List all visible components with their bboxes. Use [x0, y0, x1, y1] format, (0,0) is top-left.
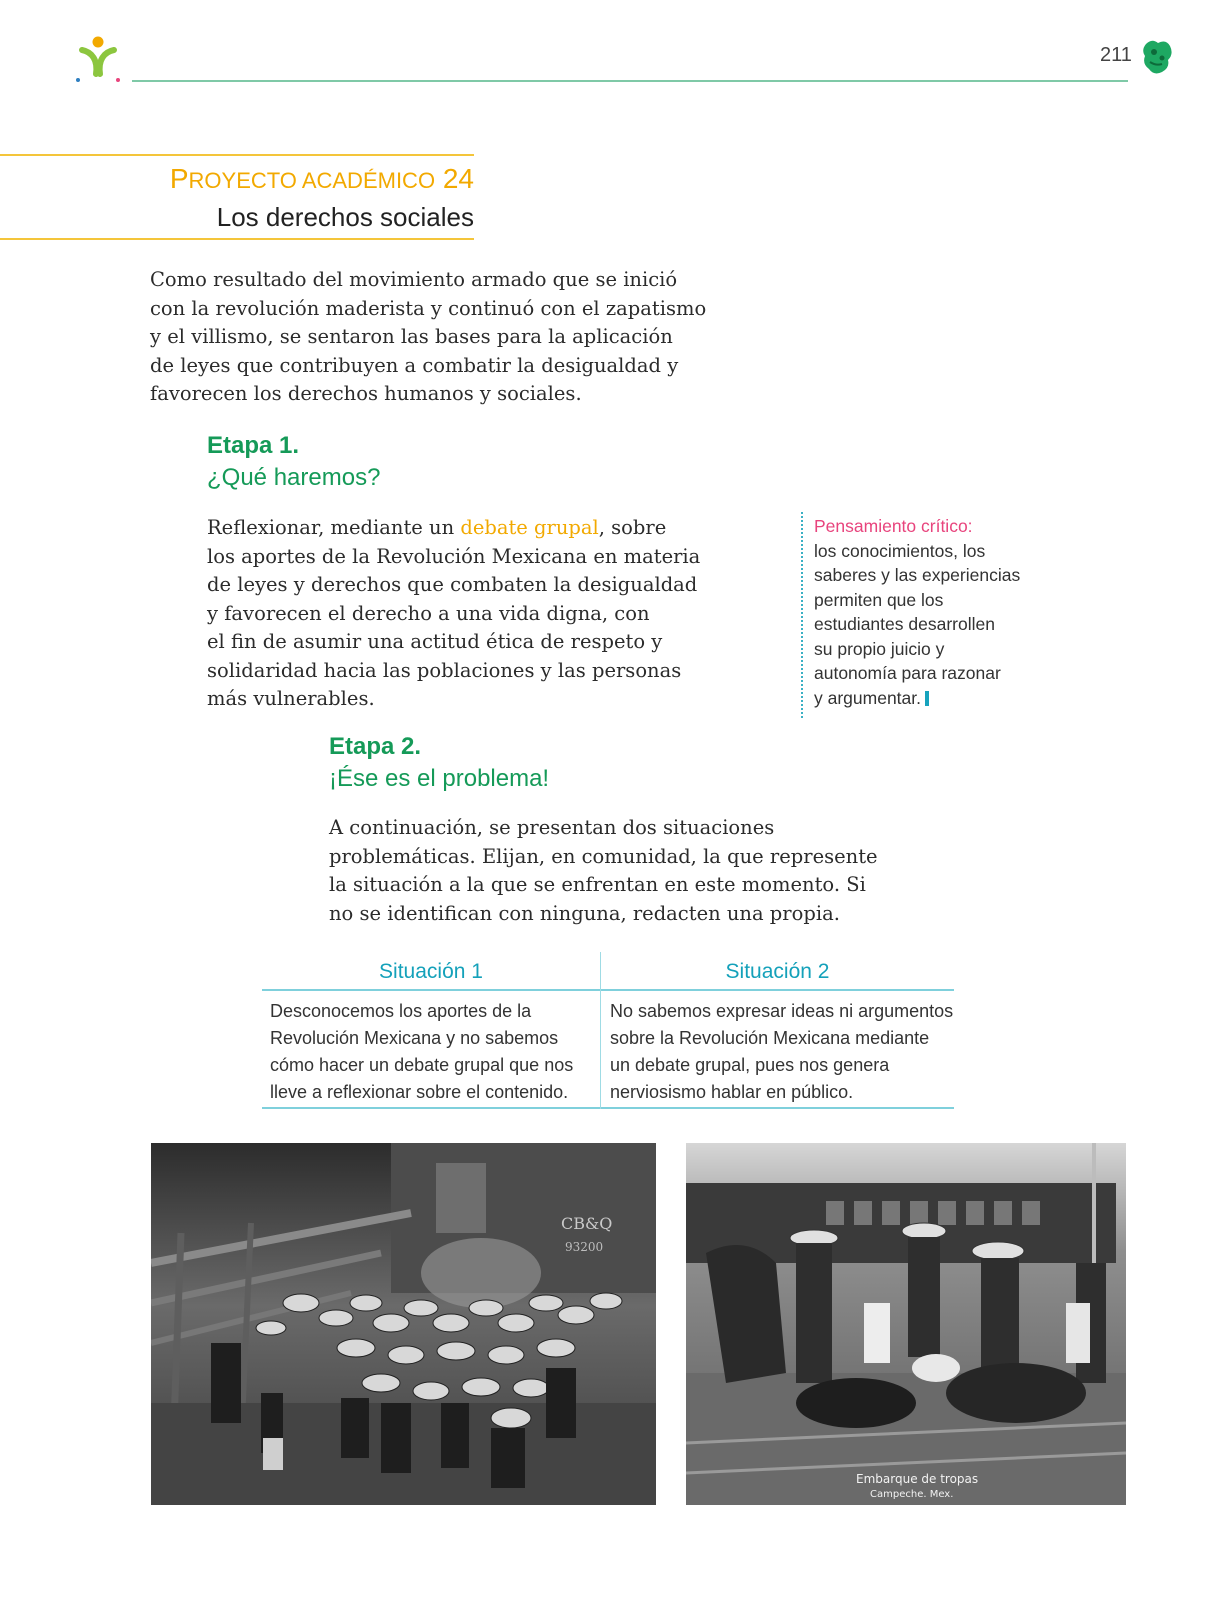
stage1-line-start: Reflexionar, mediante un [207, 516, 461, 539]
stage1-line: de leyes y derechos que combaten la desigualdad [207, 573, 698, 596]
boxcar-lettering: CB&Q [561, 1214, 613, 1233]
stage2-line: la situación a la que se enfrentan en este momento. Si [329, 873, 866, 896]
situation1-line: Revolución Mexicana y no sabemos [270, 1028, 559, 1048]
stage1-line: los aportes de la Revolución Mexicana en materia [207, 544, 701, 568]
sidebar-last-text: y argumentar. [814, 687, 921, 708]
end-mark-icon [925, 691, 929, 706]
situation2-line: sobre la Revolución Mexicana mediante [610, 1028, 930, 1048]
situation2-text [610, 998, 953, 1106]
project-label-rest: ROYECTO ACADÉMICO [188, 168, 436, 193]
sidebar-line [814, 686, 1020, 711]
photo-caption-line2: Campeche. Mex. [870, 1489, 954, 1500]
stage1-heading: Etapa 1. [207, 432, 300, 459]
heading-rule-bottom [0, 238, 474, 240]
project-number: 24 [442, 163, 474, 194]
sidebar-line: estudiantes desarrollen [814, 614, 995, 634]
sidebar-line: permiten que los [814, 589, 944, 610]
situation1-line: lleve a reflexionar sobre el contenido. [270, 1082, 569, 1102]
stage2-heading: Etapa 2. [329, 733, 422, 760]
troop-embarkation-photo [686, 1143, 1126, 1505]
photo-caption-line1: Embarque de tropas [856, 1472, 979, 1486]
stage2-paragraph [329, 814, 878, 928]
intro-line: con la revolución maderista y continuó con el zapatismo [150, 296, 707, 320]
sidebar-rule [801, 512, 803, 718]
stage2-line: problemáticas. Elijan, en comunidad, la que represente [329, 844, 878, 868]
page-number: 211 [1100, 44, 1132, 66]
project-label [170, 163, 474, 195]
table-rule-bottom [262, 1107, 954, 1109]
sidebar-title: Pensamiento crítico: [814, 516, 973, 536]
logo-icon [72, 34, 124, 86]
stage1-paragraph [207, 514, 700, 714]
critical-thinking-sidebar [814, 514, 1020, 710]
debate-grupal-highlight: debate grupal [460, 516, 599, 539]
project-label-initial: P [169, 163, 189, 194]
stage1-question: ¿Qué haremos? [207, 464, 381, 491]
stage2-line: no se identifican con ninguna, redacten una propia. [329, 901, 840, 925]
stage1-line: el fin de asumir una actitud ética de respeto y [207, 630, 663, 653]
situations-table [262, 952, 954, 1108]
sidebar-line: los conocimientos, los [814, 540, 986, 561]
situation1-line: Desconocemos los aportes de la [270, 1001, 532, 1021]
intro-line: y el villismo, se sentaron las bases para la aplicación [150, 325, 673, 348]
intro-paragraph [150, 266, 706, 409]
stage1-line: solidaridad hacia las poblaciones y las personas [207, 658, 682, 682]
project-title: Los derechos sociales [216, 202, 474, 232]
heading-rule-top [0, 154, 474, 156]
situation2-line: un debate grupal, pues nos genera [610, 1055, 890, 1075]
stage1-line [207, 514, 700, 543]
situation2-line: No sabemos expresar ideas ni argumentos [610, 1001, 954, 1021]
table-rule-top [262, 989, 954, 991]
sidebar-line: su propio juicio y [814, 638, 945, 659]
sidebar-line: saberes y las experiencias [814, 565, 1021, 585]
jaguar-glyph-icon [1140, 38, 1174, 76]
sidebar-line: autonomía para razonar [814, 663, 1001, 683]
stage2-line: A continuación, se presentan dos situaciones [329, 816, 775, 839]
situation2-heading: Situación 2 [725, 960, 830, 983]
header-rule [132, 80, 1128, 82]
situation1-line: cómo hacer un debate grupal que nos [270, 1055, 574, 1075]
intro-line: favorecen los derechos humanos y sociales. [150, 382, 582, 405]
intro-line: de leyes que contribuyen a combatir la desigualdad y [150, 353, 679, 377]
stage1-line-end: , sobre [598, 516, 667, 539]
situation1-heading: Situación 1 [379, 960, 483, 983]
intro-line: Como resultado del movimiento armado que se inició [150, 268, 678, 291]
stage1-line: más vulnerables. [207, 687, 375, 710]
stage1-line: y favorecen el derecho a una vida digna, con [207, 601, 650, 625]
revolution-troops-photo [151, 1143, 656, 1505]
boxcar-number: 93200 [565, 1240, 604, 1254]
stage2-question: ¡Ése es el problema! [329, 765, 550, 792]
situation1-text [270, 998, 573, 1106]
situation2-line: nerviosismo hablar en público. [610, 1082, 854, 1102]
